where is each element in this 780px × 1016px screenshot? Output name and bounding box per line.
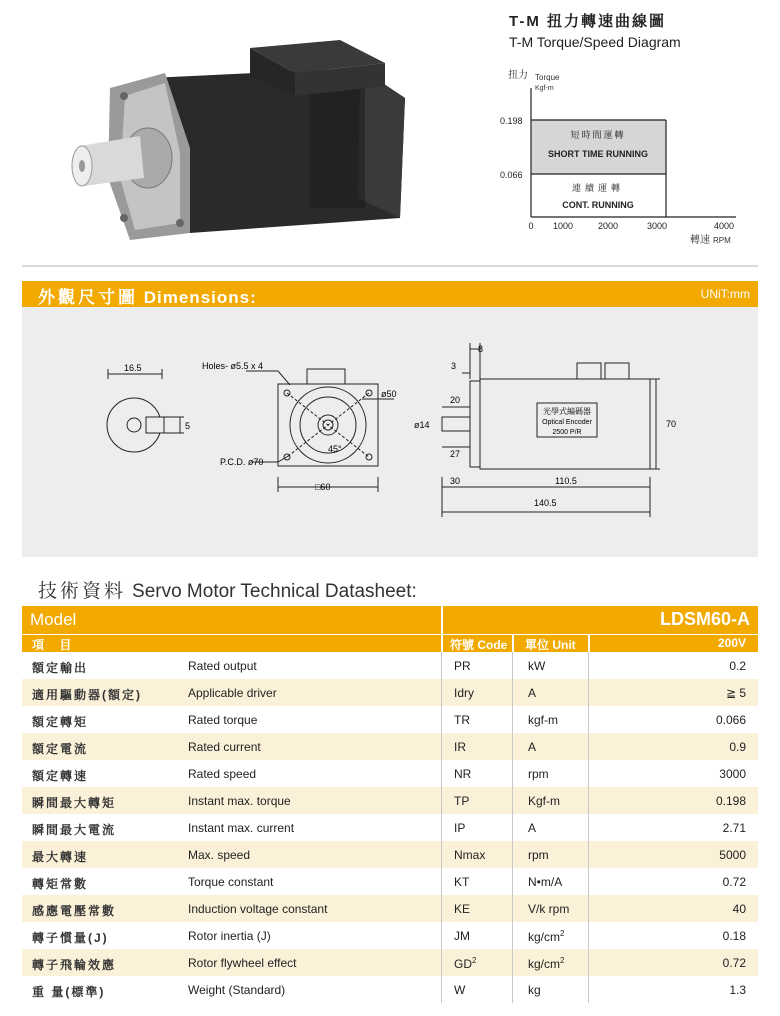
row-code: JM bbox=[454, 929, 470, 943]
col-divider bbox=[441, 868, 442, 895]
row-value: 0.198 bbox=[715, 794, 746, 808]
row-code: TP bbox=[454, 794, 470, 808]
y-label-en: Torque bbox=[535, 73, 560, 82]
table-row bbox=[22, 733, 758, 760]
model-label: Model bbox=[30, 610, 77, 629]
col-divider bbox=[588, 976, 589, 1003]
datasheet-title-en: Servo Motor Technical Datasheet: bbox=[132, 581, 417, 602]
row-code: IR bbox=[454, 740, 466, 754]
table-row bbox=[22, 679, 758, 706]
row-value: ≧ 5 bbox=[725, 686, 746, 700]
row-code: KE bbox=[454, 902, 471, 916]
row-value: 0.72 bbox=[722, 875, 746, 889]
row-name-cn: 轉子慣量(J) bbox=[32, 931, 109, 945]
row-name-en: Weight (Standard) bbox=[188, 983, 286, 997]
col-divider bbox=[441, 760, 442, 787]
row-unit: rpm bbox=[528, 767, 549, 781]
row-code: Nmax bbox=[454, 848, 486, 862]
row-unit: kg bbox=[528, 983, 541, 997]
dim-140: 140.5 bbox=[534, 498, 557, 508]
row-unit: $kg/cm^2$ bbox=[528, 929, 565, 944]
unit-superscript: 2 bbox=[560, 929, 565, 938]
dim-pcd: P.C.D. ø70 bbox=[220, 457, 264, 467]
y-label-cn: 扭力 bbox=[508, 70, 528, 81]
row-name-en: Torque constant bbox=[188, 875, 274, 889]
col-divider bbox=[512, 760, 513, 787]
table-row bbox=[22, 895, 758, 922]
dim-3: 3 bbox=[451, 361, 457, 371]
model-header-row bbox=[22, 606, 758, 634]
col-divider bbox=[588, 679, 589, 706]
col-divider bbox=[441, 976, 442, 1003]
row-name-cn: 瞬間最大電流 bbox=[32, 823, 117, 837]
row-name-cn: 轉子飛輪效應 bbox=[32, 958, 117, 972]
row-unit: N•m/A bbox=[528, 875, 563, 889]
model-value: LDSM60-A bbox=[659, 609, 750, 629]
row-value: 0.72 bbox=[722, 956, 746, 970]
col-divider bbox=[588, 706, 589, 733]
row-value: 0.9 bbox=[729, 740, 746, 754]
col-divider bbox=[441, 949, 442, 976]
dim-key: 5 bbox=[185, 421, 191, 431]
col-divider bbox=[588, 733, 589, 760]
row-code: Idry bbox=[454, 686, 475, 700]
y-unit: Kgf-m bbox=[535, 85, 554, 92]
row-name-en: Rotor flywheel effect bbox=[188, 956, 297, 970]
col-divider bbox=[512, 949, 513, 976]
row-value: 5000 bbox=[719, 848, 746, 862]
dimensions-title bbox=[38, 283, 257, 308]
col-divider bbox=[512, 814, 513, 841]
dim-110: 110.5 bbox=[555, 476, 577, 486]
col-divider bbox=[441, 895, 442, 922]
x-tick-1000: 1000 bbox=[552, 221, 574, 231]
dim-shaft-d: 16.5 bbox=[124, 363, 142, 373]
row-name-cn: 重 量(標準) bbox=[32, 985, 106, 999]
x-label-cn: 轉速 bbox=[690, 235, 710, 246]
row-code: $GD^2$ bbox=[454, 956, 477, 971]
row-value: 0.18 bbox=[722, 929, 746, 943]
row-unit: kgf-m bbox=[528, 713, 558, 727]
row-value: 40 bbox=[732, 902, 746, 916]
row-code: KT bbox=[454, 875, 470, 889]
row-code: NR bbox=[454, 767, 472, 781]
row-name-en: Rated torque bbox=[188, 713, 258, 727]
motor-side-view bbox=[442, 343, 660, 517]
cont-en: CONT. RUNNING bbox=[562, 200, 634, 210]
torque-diagram-title-cn: T-M 扭力轉速曲線圖 bbox=[509, 13, 666, 30]
col-divider bbox=[512, 706, 513, 733]
row-code: W bbox=[454, 983, 466, 997]
dim-flange: □60 bbox=[315, 482, 331, 492]
col-divider bbox=[512, 922, 513, 949]
dim-angle: 45° bbox=[328, 444, 342, 454]
row-code: TR bbox=[454, 713, 470, 727]
row-value: 3000 bbox=[719, 767, 746, 781]
row-unit: $kg/cm^2$ bbox=[528, 956, 565, 971]
row-name-cn: 適用驅動器(額定) bbox=[32, 688, 142, 702]
x-tick-0: 0 bbox=[528, 221, 534, 231]
col-divider bbox=[588, 949, 589, 976]
col-divider bbox=[441, 635, 443, 652]
unit-superscript: 2 bbox=[560, 956, 565, 965]
row-code: IP bbox=[454, 821, 466, 835]
dim-70: 70 bbox=[666, 419, 677, 429]
datasheet-title bbox=[38, 576, 417, 603]
col-divider bbox=[441, 706, 442, 733]
row-name-cn: 額定轉速 bbox=[32, 769, 89, 783]
table-row bbox=[22, 922, 758, 949]
torque-speed-chart bbox=[500, 62, 760, 252]
row-unit: V/k rpm bbox=[528, 902, 570, 916]
row-name-cn: 額定輸出 bbox=[32, 661, 89, 675]
encoder-en: Optical Encoder bbox=[542, 419, 592, 426]
col-divider bbox=[512, 652, 513, 679]
code-label: 符號 Code bbox=[450, 638, 508, 652]
table-row bbox=[22, 868, 758, 895]
shaft-end-view bbox=[107, 369, 184, 452]
torque-diagram-title-en: T-M Torque/Speed Diagram bbox=[509, 34, 681, 50]
col-divider bbox=[588, 868, 589, 895]
y-tick-0198: 0.198 bbox=[500, 116, 523, 126]
dimensions-unit: UNiT:mm bbox=[700, 287, 750, 301]
row-unit: Kgf-m bbox=[528, 794, 561, 808]
col-divider bbox=[512, 841, 513, 868]
dimensions-title-en: Dimensions: bbox=[143, 288, 257, 307]
row-name-cn: 額定電流 bbox=[32, 742, 89, 756]
encoder-cn: 光學式編碼器 bbox=[543, 407, 591, 416]
row-unit: kW bbox=[528, 659, 546, 673]
servo-motor-photo bbox=[40, 18, 420, 253]
cont-cn: 連續運轉 bbox=[571, 183, 625, 193]
col-divider bbox=[441, 841, 442, 868]
dim-30: 30 bbox=[450, 476, 461, 486]
col-divider bbox=[512, 895, 513, 922]
row-name-cn: 最大轉速 bbox=[32, 850, 89, 864]
col-divider bbox=[588, 895, 589, 922]
table-row bbox=[22, 652, 758, 679]
col-divider bbox=[441, 922, 442, 949]
col-divider bbox=[441, 679, 442, 706]
table-row bbox=[22, 814, 758, 841]
dimensions-title-cn: 外觀尺寸圖 bbox=[38, 288, 138, 307]
table-row bbox=[22, 976, 758, 1003]
col-divider bbox=[588, 652, 589, 679]
x-tick-3000: 3000 bbox=[646, 221, 668, 231]
row-value: 1.3 bbox=[729, 983, 746, 997]
table-row bbox=[22, 787, 758, 814]
dim-20: 20 bbox=[450, 395, 461, 405]
col-divider bbox=[588, 635, 590, 652]
dim-holes: Holes- ø5.5 x 4 bbox=[202, 361, 264, 371]
row-unit: rpm bbox=[528, 848, 549, 862]
table-row bbox=[22, 706, 758, 733]
dim-spigot: ø50 bbox=[381, 389, 397, 399]
header-divider bbox=[441, 606, 443, 634]
col-divider bbox=[512, 787, 513, 814]
row-name-cn: 額定轉矩 bbox=[32, 715, 89, 729]
row-name-cn: 感應電壓常數 bbox=[32, 904, 117, 918]
row-name-en: Rated speed bbox=[188, 767, 257, 781]
col-divider bbox=[512, 868, 513, 895]
col-divider bbox=[441, 733, 442, 760]
dim-27: 27 bbox=[450, 449, 461, 459]
table-row bbox=[22, 841, 758, 868]
col-divider bbox=[588, 814, 589, 841]
col-divider bbox=[588, 841, 589, 868]
col-divider bbox=[588, 760, 589, 787]
short-time-en: SHORT TIME RUNNING bbox=[548, 149, 648, 159]
row-name-cn: 瞬間最大轉矩 bbox=[32, 796, 117, 810]
row-name-cn: 轉矩常數 bbox=[32, 877, 89, 891]
dim-8: 8 bbox=[478, 344, 484, 354]
datasheet-title-cn: 技術資料 bbox=[38, 581, 127, 602]
col-divider bbox=[441, 814, 442, 841]
code-superscript: 2 bbox=[472, 956, 477, 965]
row-value: 0.066 bbox=[715, 713, 746, 727]
row-name-en: Applicable driver bbox=[188, 686, 277, 700]
row-unit: A bbox=[528, 821, 537, 835]
table-row bbox=[22, 949, 758, 976]
col-divider bbox=[512, 976, 513, 1003]
row-value: 2.71 bbox=[722, 821, 746, 835]
row-name-en: Induction voltage constant bbox=[188, 902, 328, 916]
row-name-en: Rotor inertia (J) bbox=[188, 929, 271, 943]
short-time-region bbox=[531, 120, 666, 174]
row-unit: A bbox=[528, 740, 537, 754]
encoder-pr: 2500 P/R bbox=[552, 429, 582, 436]
row-name-en: Instant max. torque bbox=[188, 794, 291, 808]
unit-label: 單位 Unit bbox=[525, 638, 576, 652]
dimension-drawing bbox=[22, 307, 758, 557]
col-divider bbox=[512, 733, 513, 760]
col-divider bbox=[588, 922, 589, 949]
y-tick-0066: 0.066 bbox=[500, 170, 523, 180]
row-name-en: Rated current bbox=[188, 740, 261, 754]
col-divider bbox=[441, 652, 442, 679]
col-divider bbox=[588, 787, 589, 814]
row-name-en: Rated output bbox=[188, 659, 257, 673]
col-divider bbox=[512, 679, 513, 706]
voltage-label: 200V bbox=[717, 636, 746, 650]
row-value: 0.2 bbox=[729, 659, 746, 673]
column-header-row bbox=[22, 635, 758, 652]
dim-shaft: ø14 bbox=[414, 420, 430, 430]
flange-front-view bbox=[246, 369, 394, 492]
x-label-en: RPM bbox=[713, 236, 731, 245]
table-row bbox=[22, 760, 758, 787]
row-unit: A bbox=[528, 686, 537, 700]
item-label: 項 目 bbox=[32, 638, 78, 652]
col-divider bbox=[441, 787, 442, 814]
x-tick-2000: 2000 bbox=[597, 221, 619, 231]
col-divider bbox=[512, 635, 514, 652]
row-name-en: Instant max. current bbox=[188, 821, 295, 835]
row-name-en: Max. speed bbox=[188, 848, 251, 862]
row-code: PR bbox=[454, 659, 471, 673]
section-divider bbox=[22, 265, 758, 267]
short-time-cn: 短時間運轉 bbox=[570, 130, 626, 140]
x-tick-4000: 4000 bbox=[713, 221, 735, 231]
